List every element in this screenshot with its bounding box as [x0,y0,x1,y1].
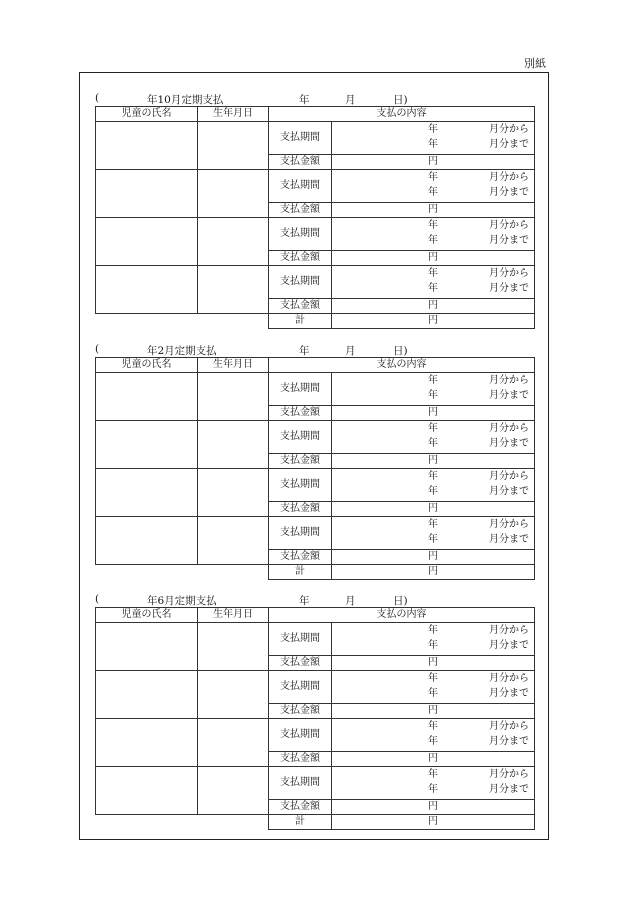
month-to: 月分まで [489,486,529,497]
total-cell[interactable] [332,565,535,580]
date-year: 年 [299,595,310,607]
period-label: 支払期間 [269,218,332,251]
year-from: 年 [428,769,438,780]
child-birth-cell[interactable] [198,469,269,517]
table-header-row [96,608,535,623]
yen-unit: 円 [428,657,438,668]
period-cell[interactable] [332,421,535,454]
period-label: 支払期間 [269,373,332,406]
blank [96,314,198,329]
date-month: 月 [345,595,356,607]
blank [198,565,269,580]
section-title: 年6月定期支払 [147,595,217,607]
period-label: 支払期間 [269,671,332,704]
total-label: 計 [269,815,332,830]
month-from: 月分から [489,625,529,636]
section-header [95,92,535,106]
yen-unit: 円 [428,705,438,716]
child-name-cell[interactable] [96,623,198,671]
period-label: 支払期間 [269,623,332,656]
amount-label: 支払金額 [269,502,332,517]
period-label: 支払期間 [269,767,332,800]
amount-cell[interactable] [332,704,535,719]
payment-table [95,106,535,329]
amount-cell[interactable] [332,502,535,517]
name-header: 児童の氏名 [96,107,198,122]
yen-unit: 円 [428,315,438,326]
paren-open: ( [95,92,100,104]
month-to: 月分まで [489,784,529,795]
amount-cell[interactable] [332,406,535,421]
period-label: 支払期間 [269,170,332,203]
year-from: 年 [428,423,438,434]
year-to: 年 [428,438,438,449]
yen-unit: 円 [428,455,438,466]
yen-unit: 円 [428,204,438,215]
yen-unit: 円 [428,300,438,311]
child-birth-cell[interactable] [198,767,269,815]
month-from: 月分から [489,769,529,780]
amount-label: 支払金額 [269,454,332,469]
child-name-cell[interactable] [96,767,198,815]
month-to: 月分まで [489,688,529,699]
month-to: 月分まで [489,139,529,150]
total-label: 計 [269,565,332,580]
amount-cell[interactable] [332,752,535,767]
amount-label: 支払金額 [269,800,332,815]
total-row [96,314,535,329]
yen-unit: 円 [428,503,438,514]
name-header: 児童の氏名 [96,358,198,373]
period-label: 支払期間 [269,469,332,502]
year-to: 年 [428,235,438,246]
month-from: 月分から [489,124,529,135]
child-row [96,517,535,550]
yen-unit: 円 [428,551,438,562]
child-birth-cell[interactable] [198,623,269,671]
month-from: 月分から [489,423,529,434]
period-cell[interactable] [332,218,535,251]
child-row [96,122,535,155]
child-row [96,719,535,752]
amount-cell[interactable] [332,251,535,266]
section-header [95,343,535,357]
paren-open: ( [95,593,100,605]
period-cell[interactable] [332,266,535,299]
period-cell[interactable] [332,767,535,800]
child-birth-cell[interactable] [198,671,269,719]
amount-label: 支払金額 [269,299,332,314]
year-from: 年 [428,673,438,684]
child-row [96,623,535,656]
year-from: 年 [428,721,438,732]
period-cell[interactable] [332,671,535,704]
child-name-cell[interactable] [96,373,198,421]
amount-label: 支払金額 [269,251,332,266]
amount-label: 支払金額 [269,752,332,767]
year-to: 年 [428,390,438,401]
child-row [96,373,535,406]
child-row [96,266,535,299]
year-from: 年 [428,172,438,183]
yen-unit: 円 [428,156,438,167]
amount-label: 支払金額 [269,203,332,218]
yen-unit: 円 [428,407,438,418]
period-cell[interactable] [332,373,535,406]
year-from: 年 [428,471,438,482]
blank [96,815,198,830]
child-row [96,469,535,502]
attachment-label: 別紙 [524,57,546,70]
period-cell[interactable] [332,469,535,502]
year-from: 年 [428,124,438,135]
total-row [96,565,535,580]
content-header: 支払の内容 [269,107,535,122]
month-to: 月分まで [489,736,529,747]
period-label: 支払期間 [269,719,332,752]
birth-header: 生年月日 [198,608,269,623]
period-label: 支払期間 [269,266,332,299]
child-name-cell[interactable] [96,218,198,266]
month-from: 月分から [489,268,529,279]
period-cell[interactable] [332,122,535,155]
child-row [96,218,535,251]
year-to: 年 [428,784,438,795]
amount-cell[interactable] [332,656,535,671]
child-name-cell[interactable] [96,719,198,767]
blank [96,565,198,580]
period-cell[interactable] [332,170,535,203]
payment-table [95,607,535,830]
amount-cell[interactable] [332,550,535,565]
section-title: 年2月定期支払 [147,345,217,357]
amount-cell[interactable] [332,299,535,314]
period-cell[interactable] [332,623,535,656]
child-row [96,671,535,704]
birth-header: 生年月日 [198,358,269,373]
period-cell[interactable] [332,517,535,550]
month-to: 月分まで [489,187,529,198]
month-to: 月分まで [489,438,529,449]
payment-table [95,357,535,580]
year-to: 年 [428,688,438,699]
period-label: 支払期間 [269,421,332,454]
total-row [96,815,535,830]
amount-cell[interactable] [332,454,535,469]
amount-label: 支払金額 [269,656,332,671]
date-day: 日) [393,345,408,357]
child-birth-cell[interactable] [198,517,269,565]
blank [198,314,269,329]
amount-label: 支払金額 [269,550,332,565]
month-from: 月分から [489,721,529,732]
period-cell[interactable] [332,719,535,752]
date-month: 月 [345,94,356,106]
amount-cell[interactable] [332,203,535,218]
month-from: 月分から [489,471,529,482]
content-header: 支払の内容 [269,608,535,623]
year-to: 年 [428,283,438,294]
month-from: 月分から [489,375,529,386]
yen-unit: 円 [428,566,438,577]
child-birth-cell[interactable] [198,218,269,266]
child-birth-cell[interactable] [198,122,269,170]
amount-label: 支払金額 [269,704,332,719]
year-to: 年 [428,640,438,651]
child-row [96,170,535,203]
child-name-cell[interactable] [96,122,198,170]
month-to: 月分まで [489,640,529,651]
date-day: 日) [393,94,408,106]
content-header: 支払の内容 [269,358,535,373]
total-cell[interactable] [332,314,535,329]
yen-unit: 円 [428,753,438,764]
period-label: 支払期間 [269,122,332,155]
table-header-row [96,107,535,122]
year-to: 年 [428,187,438,198]
child-row [96,767,535,800]
date-year: 年 [299,94,310,106]
child-birth-cell[interactable] [198,266,269,314]
year-to: 年 [428,139,438,150]
date-day: 日) [393,595,408,607]
amount-label: 支払金額 [269,406,332,421]
child-name-cell[interactable] [96,170,198,218]
month-from: 月分から [489,172,529,183]
year-to: 年 [428,736,438,747]
child-birth-cell[interactable] [198,719,269,767]
year-from: 年 [428,625,438,636]
section-header [95,593,535,607]
month-from: 月分から [489,519,529,530]
yen-unit: 円 [428,801,438,812]
month-to: 月分まで [489,534,529,545]
amount-label: 支払金額 [269,155,332,170]
total-label: 計 [269,314,332,329]
date-month: 月 [345,345,356,357]
month-from: 月分から [489,673,529,684]
birth-header: 生年月日 [198,107,269,122]
year-to: 年 [428,486,438,497]
month-to: 月分まで [489,235,529,246]
yen-unit: 円 [428,816,438,827]
blank [198,815,269,830]
child-birth-cell[interactable] [198,421,269,469]
child-name-cell[interactable] [96,469,198,517]
child-name-cell[interactable] [96,421,198,469]
amount-cell[interactable] [332,800,535,815]
month-to: 月分まで [489,390,529,401]
name-header: 児童の氏名 [96,608,198,623]
child-name-cell[interactable] [96,266,198,314]
child-birth-cell[interactable] [198,373,269,421]
amount-cell[interactable] [332,155,535,170]
month-from: 月分から [489,220,529,231]
paren-open: ( [95,343,100,355]
date-year: 年 [299,345,310,357]
year-from: 年 [428,519,438,530]
year-from: 年 [428,268,438,279]
year-from: 年 [428,220,438,231]
yen-unit: 円 [428,252,438,263]
child-name-cell[interactable] [96,517,198,565]
child-row [96,421,535,454]
year-to: 年 [428,534,438,545]
year-from: 年 [428,375,438,386]
table-header-row [96,358,535,373]
month-to: 月分まで [489,283,529,294]
period-label: 支払期間 [269,517,332,550]
section-title: 年10月定期支払 [147,94,224,106]
child-birth-cell[interactable] [198,170,269,218]
child-name-cell[interactable] [96,671,198,719]
total-cell[interactable] [332,815,535,830]
